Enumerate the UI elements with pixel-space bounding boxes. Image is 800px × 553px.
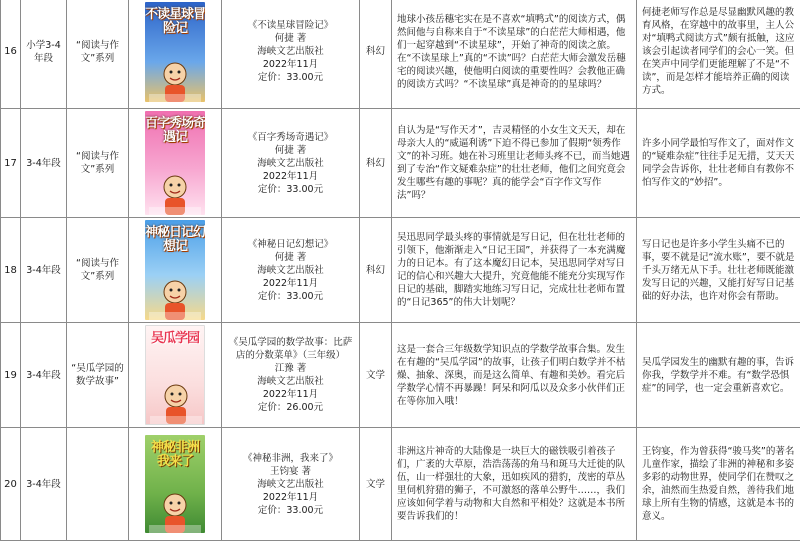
grade-cell: 小学3-4年段 xyxy=(21,0,67,109)
row-number: 16 xyxy=(1,0,21,109)
book-cover-title: 吴瓜学园 xyxy=(150,331,199,346)
book-cover-title: 不读星球冒险记 xyxy=(145,6,205,36)
book-publisher: 海峡文艺出版社 xyxy=(257,478,324,490)
series-cell: “阅读与作文”系列 xyxy=(67,109,129,218)
cover-illustration xyxy=(145,260,205,320)
genre-cell: 科幻 xyxy=(360,0,392,109)
book-cover-title: 神秘非洲 我来了 xyxy=(150,440,199,469)
description-cell: 非洲这片神奇的大陆像是一块巨大的磁铁吸引着孩子们，广袤的大草原，浩浩荡荡的角马和斑马大迁徙的队伍，山一样强壮的大象，迅如疾风的猎豹，茂密的草丛里伺机狩猎的狮子，不可激怒的落单公野牛……，我们应该如何学着与动物和大自然和平相处？这就是本书所要告诉我们的！ xyxy=(392,428,637,541)
book-info-cell xyxy=(222,218,360,323)
grade-cell: 3-4年段 xyxy=(21,323,67,428)
grade-cell: 3-4年段 xyxy=(21,218,67,323)
book-date: 2022年11月 xyxy=(262,491,319,503)
recommendation-cell: 许多小同学最怕写作文了，面对作文的“疑难杂症”往往手足无措，艾天天同学会告诉你，壮壮老师自有教你不怕写作文的“妙招”。 xyxy=(637,109,800,218)
genre-cell: 科幻 xyxy=(360,218,392,323)
table-row xyxy=(1,323,800,428)
book-author: 何捷 著 xyxy=(274,144,307,156)
description-cell: 地球小孩岳穗宅实在是不喜欢“填鸭式”的阅读方式，偶然间他与自称来自于“不读星球”的白茫茫大师相遇，他们一起穿越到“不读星球”，开始了神奇的阅读之旅。在“不读星球上”真的“不读”吗？白茫茫大师会激发岳穗宅的阅读兴趣，使他明白阅读的重要性吗？会教他正确的阅读方式吗？“不读星球”真是神奇的的星球吗？ xyxy=(392,0,637,109)
series-cell: “阅读与作文”系列 xyxy=(67,0,129,109)
book-cover-image[interactable] xyxy=(145,435,205,533)
description-cell: 吴迅思同学最头疼的事情就是写日记，但在壮壮老师的引领下，他渐渐走入“日记王国”，并获得了一本充满魔力的日记本。有了这本魔幻日记本，吴迅思同学对写日记的信心和兴趣大大提升，究竟他能不能充分实现写作日记的基础，脚踏实地练习写日记，完成壮壮老师布置的“日记365”的伟大计划呢？ xyxy=(392,218,637,323)
book-cover-title: 神秘日记幻想记 xyxy=(145,225,205,254)
book-cover-image[interactable] xyxy=(145,111,205,215)
book-author: 江豫 著 xyxy=(274,363,307,374)
table-row xyxy=(1,109,800,218)
cover-illustration xyxy=(145,473,205,533)
series-cell: “阅读与作文”系列 xyxy=(67,218,129,323)
row-number: 17 xyxy=(1,109,21,218)
book-date: 2022年11月 xyxy=(262,59,319,70)
book-author: 何捷 著 xyxy=(274,33,307,44)
cover-illustration xyxy=(145,42,205,102)
recommendation-cell: 写日记也是许多小学生头痛不已的事，要不就是记“流水账”，要不就是千头万绪无从下手。壮壮老师既能激发写日记的兴趣，又能打好写日记基础的好办法，也许对你会有帮助。 xyxy=(637,218,800,323)
recommendation-cell: 何捷老师写作总是尽显幽默风趣的教育风格，在穿越中的故事里，主人公对“填鸭式阅读方式”颇有抵触，这应该会引起读者同学们的会心一笑。但在笑声中同学们更能理解了不是“不读”，而是怎样才能培养正确的阅读方式。 xyxy=(637,0,800,109)
book-publisher: 海峡文艺出版社 xyxy=(257,46,324,57)
book-price: 定价：26.00元 xyxy=(257,402,324,413)
book-author: 王钧宴 著 xyxy=(269,465,312,477)
book-cover-title: 百字秀场奇遇记 xyxy=(145,116,205,145)
book-title: 《神秘非洲，我来了》 xyxy=(242,452,338,464)
book-info-cell xyxy=(222,323,360,428)
book-date: 2022年11月 xyxy=(262,170,319,182)
book-cover-image[interactable] xyxy=(145,325,205,425)
book-date: 2022年11月 xyxy=(262,389,319,400)
book-title: 《百字秀场奇遇记》 xyxy=(247,131,334,143)
book-publisher: 海峡文艺出版社 xyxy=(257,376,324,387)
cover-illustration xyxy=(146,364,205,424)
description-cell: 自认为是“写作天才”，吉灵精怪的小女生文天天，却在母亲大人的“威逼利诱”下迫不得已参加了假期“领秀作文”的补习班。她在补习班里让老师头疼不已，而当她遇到了专治“作文疑难杂症”的壮壮老师，他们之间究竟会发生哪些有趣的事呢？真的能学会“百字作文写作法”吗？ xyxy=(392,109,637,218)
book-publisher: 海峡文艺出版社 xyxy=(257,157,324,169)
genre-cell: 科幻 xyxy=(360,109,392,218)
table-row xyxy=(1,428,800,541)
grade-cell: 3-4年段 xyxy=(21,109,67,218)
book-price: 定价：33.00元 xyxy=(257,504,324,516)
genre-cell: 文学 xyxy=(360,428,392,541)
book-title: 《吴瓜学园的数学故事：比萨店的分数菜单》（三年级） xyxy=(228,337,353,361)
book-publisher: 海峡文艺出版社 xyxy=(257,264,324,276)
recommendation-cell: 王钧宴，作为曾获得“骏马奖”的著名儿童作家，描绘了非洲的神秘和多姿多彩的动物世界，使同学们在赞叹之余，油然而生热爱自然，善待我们地球上所有生物的情感，这就是本书的意义。 xyxy=(637,428,800,541)
genre-cell: 文学 xyxy=(360,323,392,428)
row-number: 20 xyxy=(1,428,21,541)
book-author: 何捷 著 xyxy=(274,251,307,263)
book-title: 《不读星球冒险记》 xyxy=(247,20,334,31)
book-price: 定价：33.00元 xyxy=(257,290,324,302)
table-row xyxy=(1,0,800,109)
cover-cell xyxy=(129,0,222,109)
description-cell: 这是一套合三年级数学知识点的学数学故事合集。发生在有趣的“吴瓜学园”的故事，让孩子们明白数学并不枯燥、抽象、深奥，而是这么简单、有趣和美妙。看完后学数学心情不再暴躁！阿呆和阿瓜以及众多小伙伴们正在等你加入哦！ xyxy=(392,323,637,428)
book-cover-image[interactable] xyxy=(145,2,205,102)
book-date: 2022年11月 xyxy=(262,277,319,289)
grade-cell: 3-4年段 xyxy=(21,428,67,541)
cover-cell xyxy=(129,323,222,428)
book-title: 《神秘日记幻想记》 xyxy=(247,238,334,250)
series-cell xyxy=(67,428,129,541)
table-row xyxy=(1,218,800,323)
cover-cell xyxy=(129,428,222,541)
cover-cell xyxy=(129,218,222,323)
book-info-cell xyxy=(222,109,360,218)
cover-cell xyxy=(129,109,222,218)
row-number: 19 xyxy=(1,323,21,428)
book-price: 定价：33.00元 xyxy=(257,72,324,83)
cover-illustration xyxy=(145,155,205,215)
recommendation-cell: 吴瓜学园发生的幽默有趣的事，告诉你我，学数学并不难。有“数学恐惧症”的同学，也一定会重新喜欢它。 xyxy=(637,323,800,428)
book-info-cell xyxy=(222,0,360,109)
book-info-cell xyxy=(222,428,360,541)
series-cell: “吴瓜学园的数学故事” xyxy=(67,323,129,428)
book-cover-image[interactable] xyxy=(145,220,205,320)
book-price: 定价：33.00元 xyxy=(257,183,324,195)
row-number: 18 xyxy=(1,218,21,323)
